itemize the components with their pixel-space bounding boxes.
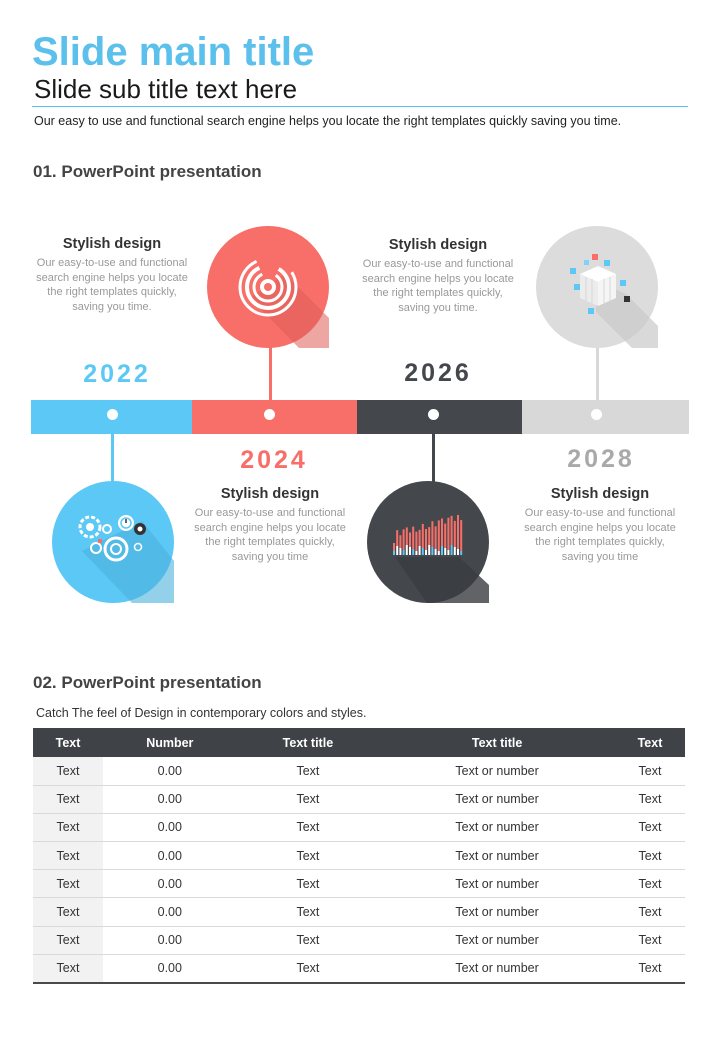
table-cell: Text bbox=[33, 870, 103, 898]
table-cell: Text or number bbox=[379, 813, 615, 841]
timeline-circle-2028 bbox=[536, 226, 658, 348]
table-cell: Text or number bbox=[379, 842, 615, 870]
timeline-item-body: Our easy-to-use and functional search engine helps you locate the right templates quickly, saving you time. bbox=[36, 257, 188, 313]
timeline-item-heading: Stylish design bbox=[62, 236, 162, 252]
timeline-item-2024-text bbox=[190, 486, 350, 564]
table-cell: Text bbox=[237, 870, 380, 898]
cube-icon bbox=[536, 226, 658, 348]
table-cell: Text or number bbox=[379, 898, 615, 926]
table-cell: Text bbox=[237, 785, 380, 813]
table-row bbox=[33, 898, 685, 926]
table-header-cell: Text title bbox=[237, 728, 380, 757]
table-cell: 0.00 bbox=[103, 898, 237, 926]
gears-icon bbox=[52, 481, 174, 603]
table-row bbox=[33, 926, 685, 954]
table-cell: 0.00 bbox=[103, 842, 237, 870]
table-cell: Text bbox=[237, 898, 380, 926]
timeline-item-2022-text bbox=[32, 236, 192, 314]
table-cell: Text or number bbox=[379, 954, 615, 982]
timeline-segment-2026 bbox=[357, 400, 522, 434]
table-cell: Text bbox=[615, 926, 685, 954]
timeline-dot bbox=[107, 409, 118, 420]
table-row bbox=[33, 954, 685, 982]
table-header-cell: Text bbox=[33, 728, 103, 757]
table-cell: Text bbox=[615, 785, 685, 813]
table-cell: Text or number bbox=[379, 870, 615, 898]
intro-text: Our easy to use and functional search engine helps you locate the right templates quickly saving you time. bbox=[34, 114, 622, 128]
table-cell: Text bbox=[615, 898, 685, 926]
timeline-circle-2026 bbox=[367, 481, 489, 603]
timeline-stem bbox=[432, 433, 435, 483]
timeline-stem bbox=[111, 433, 114, 483]
table-row bbox=[33, 757, 685, 785]
timeline-circle-2022 bbox=[52, 481, 174, 603]
table-row bbox=[33, 785, 685, 813]
timeline-segment-2024 bbox=[192, 400, 357, 434]
data-table bbox=[33, 728, 685, 984]
timeline-item-heading: Stylish design bbox=[388, 237, 488, 253]
table-row bbox=[33, 842, 685, 870]
table-cell: Text bbox=[615, 870, 685, 898]
timeline-item-heading: Stylish design bbox=[220, 486, 320, 502]
table-cell: Text bbox=[615, 842, 685, 870]
timeline-circle-2024 bbox=[207, 226, 329, 348]
table-cell: Text or number bbox=[379, 926, 615, 954]
table-cell: 0.00 bbox=[103, 926, 237, 954]
target-rings-icon bbox=[207, 226, 329, 348]
timeline-dot bbox=[264, 409, 275, 420]
timeline-stem bbox=[596, 345, 599, 401]
table-header-cell: Text title bbox=[379, 728, 615, 757]
table-row bbox=[33, 813, 685, 841]
table-header-row bbox=[33, 728, 685, 757]
year-2022: 2022 bbox=[83, 360, 151, 388]
timeline-dot bbox=[591, 409, 602, 420]
timeline-stem bbox=[269, 345, 272, 401]
year-2028: 2028 bbox=[567, 445, 635, 473]
timeline-item-body: Our easy-to-use and functional search engine helps you locate the right templates quickly, saving you time. bbox=[362, 258, 514, 314]
table-cell: Text bbox=[33, 785, 103, 813]
timeline-item-heading: Stylish design bbox=[550, 486, 650, 502]
bar-graph-icon bbox=[367, 481, 489, 603]
table-cell: 0.00 bbox=[103, 785, 237, 813]
title-divider bbox=[32, 106, 688, 107]
section-2-caption: Catch The feel of Design in contemporary colors and styles. bbox=[36, 706, 367, 720]
table-cell: Text bbox=[237, 813, 380, 841]
table-cell: Text or number bbox=[379, 785, 615, 813]
year-2024: 2024 bbox=[240, 446, 308, 474]
table-cell: Text or number bbox=[379, 757, 615, 785]
section-2-title: 02. PowerPoint presentation bbox=[33, 673, 262, 692]
timeline-item-2026-text bbox=[358, 237, 518, 315]
timeline-item-2028-text bbox=[520, 486, 680, 564]
table-header-cell: Number bbox=[103, 728, 237, 757]
timeline-dot bbox=[428, 409, 439, 420]
table-header-cell: Text bbox=[615, 728, 685, 757]
table-cell: Text bbox=[33, 813, 103, 841]
table-cell: Text bbox=[237, 954, 380, 982]
table-cell: Text bbox=[33, 926, 103, 954]
timeline-item-body: Our easy-to-use and functional search engine helps you locate the right templates quickly, saving you time bbox=[524, 507, 676, 563]
slide-sub-title: Slide sub title text here bbox=[34, 74, 298, 104]
timeline-segment-2028 bbox=[522, 400, 689, 434]
table-row bbox=[33, 870, 685, 898]
table-cell: Text bbox=[615, 813, 685, 841]
table-cell: Text bbox=[33, 842, 103, 870]
table-cell: Text bbox=[237, 842, 380, 870]
table-cell: Text bbox=[33, 898, 103, 926]
table-cell: Text bbox=[615, 954, 685, 982]
table-cell: Text bbox=[615, 757, 685, 785]
year-2026: 2026 bbox=[404, 359, 472, 387]
table-cell: 0.00 bbox=[103, 813, 237, 841]
timeline-item-body: Our easy-to-use and functional search engine helps you locate the right templates quickly, saving you time bbox=[194, 507, 346, 563]
table-cell: 0.00 bbox=[103, 870, 237, 898]
table-cell: Text bbox=[33, 757, 103, 785]
table-cell: Text bbox=[33, 954, 103, 982]
table-cell: 0.00 bbox=[103, 757, 237, 785]
table-cell: Text bbox=[237, 757, 380, 785]
table-cell: Text bbox=[237, 926, 380, 954]
slide-main-title: Slide main title bbox=[32, 30, 315, 74]
section-1-title: 01. PowerPoint presentation bbox=[33, 162, 262, 181]
table-cell: 0.00 bbox=[103, 954, 237, 982]
